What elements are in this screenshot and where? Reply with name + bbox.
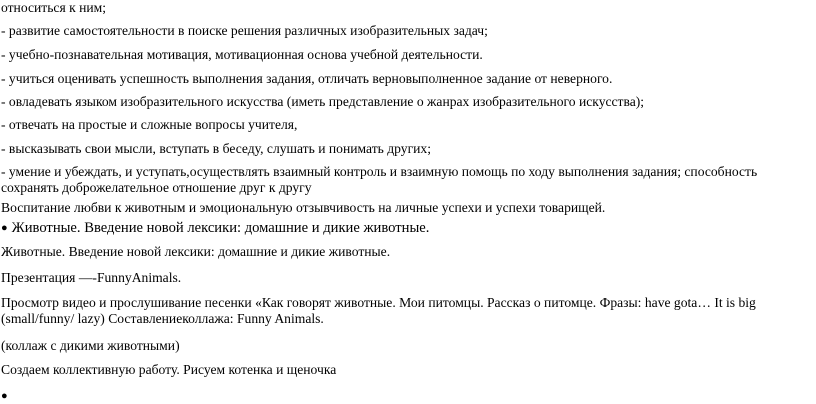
bulleted-heading: [1, 220, 429, 236]
bullet-icon: ●: [1, 390, 8, 402]
list-item: - высказывать свои мысли, вступать в беседу, слушать и понимать других;: [1, 141, 431, 156]
paragraph: Презентация —-FunnyAnimals.: [1, 270, 182, 285]
list-item: - развитие самостоятельности в поиске решения различных изобразительных задач;: [1, 23, 488, 38]
paragraph: Животные. Введение новой лексики: домашние и дикие животные.: [1, 244, 391, 259]
paragraph: Воспитание любви к животным и эмоциональную отзывчивость на личные успехи и успехи товарищей.: [1, 200, 606, 215]
text-line: относиться к ним;: [1, 0, 107, 15]
paragraph: (коллаж с дикими животными): [1, 338, 180, 353]
list-item: - отвечать на простые и сложные вопросы учителя,: [1, 117, 298, 132]
list-item: - овладевать языком изобразительного искусства (иметь представление о жанрах изобразительного искусства);: [1, 94, 645, 109]
paragraph: Создаем коллективную работу. Рисуем котенка и щеночка: [1, 362, 337, 377]
list-item: - умение и убеждать, и уступать,осуществлять взаимный контроль и взаимную помощь по ходу выполнения задания; способность сохранять доброжелательное отношение друг к другу: [1, 164, 758, 195]
bullet-icon: ●: [1, 222, 8, 234]
list-item: - учиться оценивать успешность выполнения задания, отличать верновыполненное задание от неверного.: [1, 71, 613, 86]
bulleted-heading-text: Животные. Введение новой лексики: домашние и дикие животные.: [11, 220, 430, 236]
list-item: - учебно-познавательная мотивация, мотивационная основа учебной деятельности.: [1, 47, 483, 62]
paragraph: Просмотр видео и прослушивание песенки «Как говорят животные. Мои питомцы. Рассказ о питомце. Фразы: have gota… It is big (small/funny/ lazy) Составлениеколлажа: Funny Animals.: [1, 295, 756, 326]
